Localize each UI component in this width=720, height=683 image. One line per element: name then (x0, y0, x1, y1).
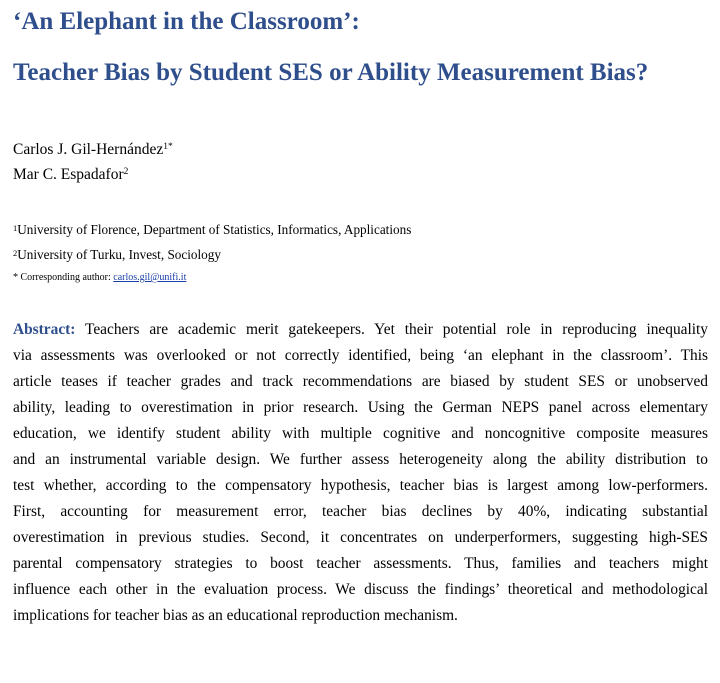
abstract-line: and an instrumental variable design. We further assess heterogeneity along the ability distribution to (13, 451, 708, 468)
corresponding-label: * Corresponding author: (13, 272, 114, 283)
abstract-line: test whether, according to the compensatory hypothesis, teacher bias is largest among low-performers. (13, 477, 708, 494)
affiliation-1 (13, 221, 411, 239)
abstract-line: article teases if teacher grades and track recommendations are biased by student SES or unobserved (13, 373, 708, 390)
author-2 (13, 165, 128, 185)
abstract-line: overestimation in previous studies. Second, it concentrates on underperformers, suggesting high-SES (13, 529, 708, 546)
author-superscript: 2 (123, 167, 129, 177)
abstract-line: education, we identify student ability with multiple cognitive and noncognitive composite measures (13, 425, 708, 442)
abstract-line: influence each other in the evaluation process. We discuss the findings’ theoretical and methodological (13, 581, 708, 598)
abstract (13, 317, 708, 629)
abstract-line: Abstract: Teachers are academic merit gatekeepers. Yet their potential role in reproducing inequality (13, 321, 708, 338)
paper-title-line-2: Teacher Bias by Student SES or Ability Measurement Bias? (13, 59, 649, 86)
author-1 (13, 140, 173, 160)
abstract-line: via assessments was overlooked or not correctly identified, being ‘an elephant in the classroom’. This (13, 347, 708, 364)
author-name: Carlos J. Gil-Hernández (13, 141, 164, 158)
abstract-line: parental compensatory strategies to boost teacher assessments. Thus, families and teachers might (13, 555, 708, 572)
abstract-line: First, accounting for measurement error, teacher bias declines by 40%, indicating substantial (13, 503, 708, 520)
author-superscript: 1* (163, 142, 173, 152)
affiliation-2 (13, 246, 221, 264)
abstract-line: implications for teacher bias as an educational reproduction mechanism. (13, 607, 458, 624)
author-name: Mar C. Espadafor (13, 166, 124, 183)
corresponding-author (13, 271, 186, 285)
affiliation-superscript: 2 (13, 248, 18, 258)
abstract-line: ability, leading to overestimation in prior research. Using the German NEPS panel across elementary (13, 399, 708, 416)
paper-title-line-1: ‘An Elephant in the Classroom’: (13, 8, 360, 35)
affiliation-text: University of Turku, Invest, Sociology (17, 247, 221, 262)
affiliation-superscript: 1 (13, 223, 18, 233)
affiliation-text: University of Florence, Department of Statistics, Informatics, Applications (17, 222, 412, 237)
abstract-label: Abstract: (13, 321, 76, 338)
corresponding-email-link[interactable]: carlos.gil@unifi.it (113, 272, 187, 283)
